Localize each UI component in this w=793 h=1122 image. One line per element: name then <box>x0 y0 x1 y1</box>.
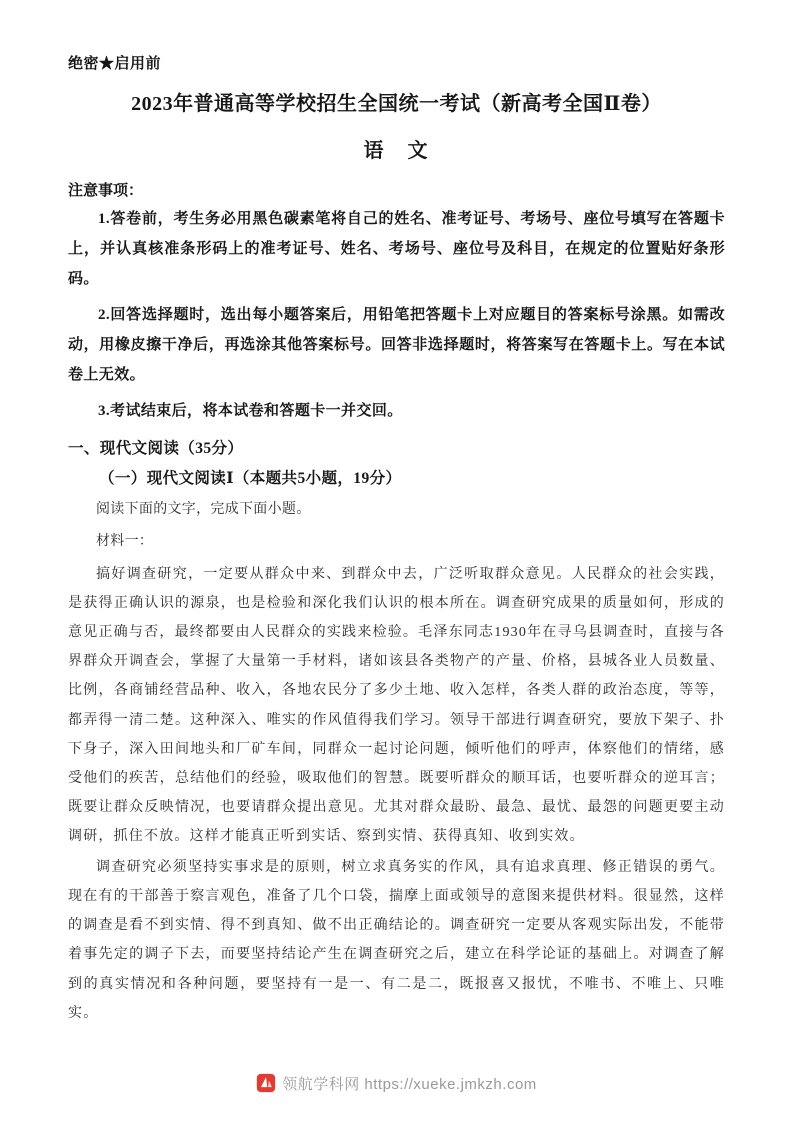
exam-title: 2023年普通高等学校招生全国统一考试（新高考全国Ⅱ卷） <box>131 93 662 115</box>
footer-watermark <box>0 1073 793 1094</box>
notice-item-3: 3.考试结束后，将本试卷和答题卡一并交回。 <box>98 403 403 419</box>
xueke-site-logo-icon <box>256 1073 276 1093</box>
notice-heading: 注意事项： <box>68 183 144 199</box>
notice-item-1: 1.答卷前，考生务必用黑色碳素笔将自己的姓名、准考证号、考场号、座位号填写在答题卡上，并认真核准条形码上的准考证号、姓名、考场号、座位号及科目，在规定的位置贴好条形码。 <box>68 211 725 287</box>
section-heading-modern-reading: 一、现代文阅读（35分） <box>68 440 244 457</box>
subject-title: 语 文 <box>363 140 430 162</box>
notice-item-2: 2.回答选择题时，选出每小题答案后，用铅笔把答题卡上对应题目的答案标号涂黑。如需改动，用橡皮擦干净后，再选涂其他答案标号。回答非选择题时，将答案写在答题卡上。写在本试卷上无效。 <box>68 307 725 383</box>
passage-instruction: 阅读下面的文字，完成下面小题。 <box>96 502 311 517</box>
material-one-label: 材料一： <box>96 534 154 549</box>
classification-label: 绝密★启用前 <box>68 56 162 72</box>
subsection-heading-reading-1: （一）现代文阅读Ⅰ（本题共5小题，19分） <box>99 470 402 487</box>
passage-paragraph-2: 调查研究必须坚持实事求是的原则，树立求真务实的作风，具有追求真理、修正错误的勇气。现在有的干部善于察言观色，准备了几个口袋，揣摩上面或领导的意图来提供材料。很显然，这样的调查是看不到实情、得不到真知、做不出正确结论的。调查研究一定要从客观实际出发，不能带着事先定的调子下去，而要坚持结论产生在调查研究之后，建立在科学论证的基础上。对调查了解到的真实情况和各种问题，要坚持有一是一、有二是二，既报喜又报忧，不唯书、不唯上、只唯实。 <box>68 860 725 1021</box>
passage-paragraph-1: 搞好调查研究，一定要从群众中来、到群众中去，广泛听取群众意见。人民群众的社会实践，是获得正确认识的源泉，也是检验和深化我们认识的根本所在。调查研究成果的质量如何，形成的意见正确与否，最终都要由人民群众的实践来检验。毛泽东同志1930年在寻乌县调查时，直接与各界群众开调查会，掌握了大量第一手材料，诸如该县各类物产的产量、价格，县城各业人员数量、比例，各商铺经营品种、收入，各地农民分了多少土地、收入怎样，各类人群的政治态度，等等，都弄得一清二楚。这种深入、唯实的作风值得我们学习。领导干部进行调查研究，要放下架子、扑下身子，深入田间地头和厂矿车间，同群众一起讨论问题，倾听他们的呼声，体察他们的情绪，感受他们的疾苦，总结他们的经验，吸取他们的智慧。既要听群众的顺耳话，也要听群众的逆耳言；既要让群众反映情况，也要请群众提出意见。尤其对群众最盼、最急、最忧、最怨的问题更要主动调研，抓住不放。这样才能真正听到实话、察到实情、获得真知、收到实效。 <box>68 567 725 844</box>
footer-watermark-text: 领航学科网 https://xueke.jmkzh.com <box>282 1076 537 1093</box>
